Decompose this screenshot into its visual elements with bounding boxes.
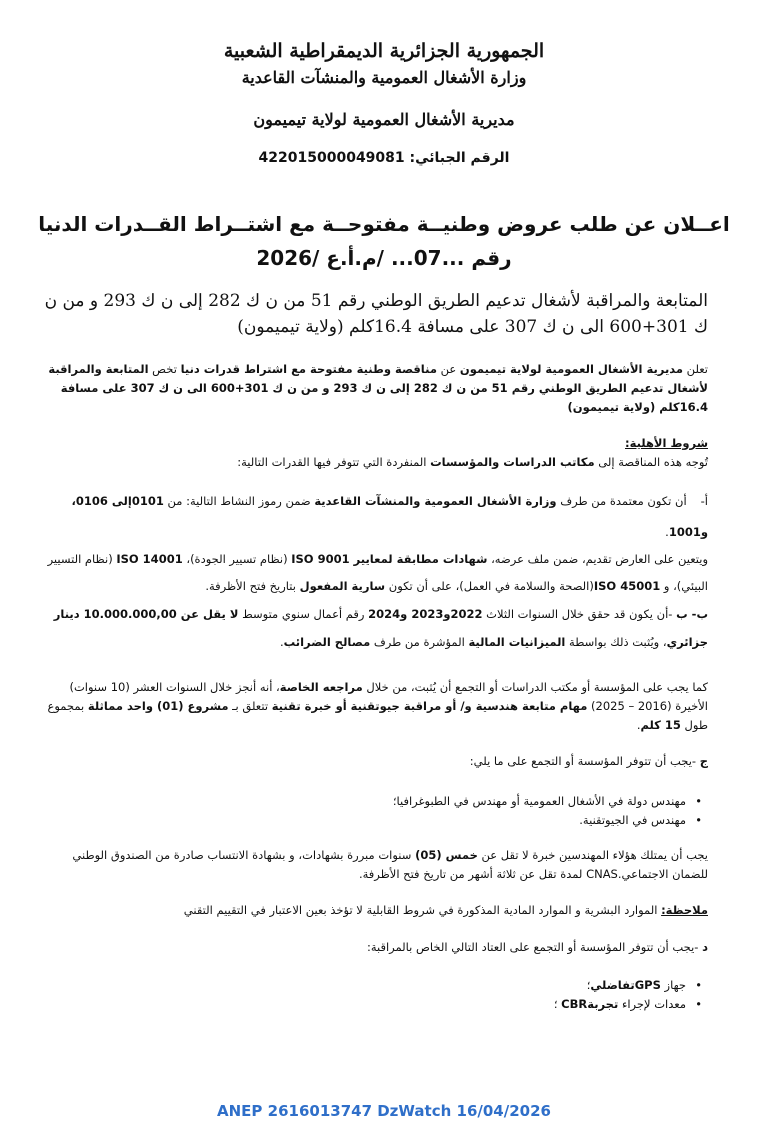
intro-paragraph [40, 360, 708, 417]
condition-b-text-4: المؤشرة من طرف [370, 635, 469, 649]
condition-b [40, 600, 708, 656]
iso-14001: ISO 14001 [116, 552, 183, 566]
cbr-text: معدات لإجراء [618, 997, 686, 1011]
engineers-text-2: سنوات مبررة بشهادات، و بشهادة الانتساب صادرة من الصندوق الوطني للضمان الاجتماعي.CNAS لمدة تقل عن ثلاثة أشهر من تاريخ فتح الأظرفة. [72, 848, 708, 881]
experience-project: مشروع (01) واحد مماثلة [87, 699, 229, 713]
iso-text-3: (نظام التسيير البيئي)، و [47, 552, 708, 593]
intro-directorate: مديرية الأشغال العمومية لولاية تيميمون [459, 362, 684, 376]
eligibility-heading: شروط الأهلية: [625, 436, 708, 450]
condition-d [40, 938, 708, 957]
intro-tender-type: مناقصة وطنية مفتوحة مع اشتراط قدرات دنيا [180, 362, 437, 376]
condition-c [40, 752, 708, 771]
iso-text-4: (الصحة والسلامة في العمل)، على أن تكون [385, 579, 594, 593]
experience-references: مراجعه الخاصة [279, 680, 363, 694]
engineers-years: خمس (05) [415, 848, 478, 862]
iso-9001: شهادات مطابقة لمعايير ISO 9001 [291, 552, 488, 566]
engineers-text-1: يجب أن يمتلك هؤلاء المهندسين خبرة لا تقل عن [477, 848, 708, 862]
experience-text-1: كما يجب على المؤسسة أو مكتب الدراسات أو التجمع أن يُثبت، من خلال [362, 680, 708, 694]
eligibility-text-1: تُوجه هذه المناقصة إلى [594, 455, 708, 469]
ministry-heading: وزارة الأشغال العمومية والمنشآت القاعدية [241, 68, 527, 87]
condition-a-text-3: . [665, 525, 669, 539]
condition-a-text-2: ضمن رموز النشاط التالية: من [163, 494, 315, 508]
eligibility-text-2: المنفردة التي تتوفر فيها القدرات التالية: [237, 455, 431, 469]
intro-text-3: تخص [148, 362, 181, 376]
note-paragraph [40, 901, 708, 920]
list-item: • مهندس دولة في الأشغال العمومية أو مهندس في الطبوغرافيا؛ [393, 792, 708, 811]
intro-text-1: تعلن [683, 362, 708, 376]
announcement-title: اعــلان عن طلب عروض وطنيــة مفتوحــة مع اشتــراط القــدرات الدنيا [38, 212, 730, 236]
experience-text-5: . [636, 718, 641, 732]
condition-d-list [554, 976, 708, 1014]
cbr-punct: ؛ [553, 997, 562, 1011]
condition-b-text-5: . [279, 635, 284, 649]
condition-a [40, 486, 708, 548]
condition-b-text-3: ، ويُثبت ذلك بواسطة [565, 635, 667, 649]
tax-number-line [0, 150, 768, 166]
condition-c-text: -يجب أن تتوفر المؤسسة أو التجمع على ما يلي: [469, 754, 700, 768]
gps-device: GPSتفاضلي [590, 978, 661, 992]
condition-b-text-2: رقم أعمال سنوي متوسط [238, 607, 369, 621]
intro-text-2: عن [436, 362, 460, 376]
condition-a-marker: أ- [700, 494, 708, 508]
condition-a-ministry: وزارة الأشغال العمومية والمنشآت القاعدية [314, 494, 557, 508]
announcement-object: المتابعة والمراقبة لأشغال تدعيم الطريق الوطني رقم 51 من ن ك 282 إلى ن ك 293 و من ن ك 301+600 الى ن ك 307 على مسافة 16.4كلم (ولاية تيميمون) [44, 291, 708, 337]
condition-c-list [393, 792, 708, 830]
tax-number: 422015000049081 [258, 150, 405, 166]
condition-d-marker: د [702, 940, 708, 954]
condition-c-marker: ج [699, 754, 708, 768]
condition-b-years: 2022و2023 و2024 [368, 607, 483, 621]
iso-45001: ISO 45001 [593, 579, 661, 593]
experience-text-4: بمجموع طول [47, 699, 708, 732]
eligibility-section [40, 434, 708, 472]
experience-missions: مهام متابعة هندسية و/ أو مراقبة جيوتقنية أو خبرة تقنية [271, 699, 588, 713]
condition-b-text-1: -أن يكون قد حقق خلال السنوات الثلاث [482, 607, 677, 621]
tax-number-label: الرقم الجبائي: [409, 150, 510, 166]
condition-b-tax-services: مصالح الضرائب [283, 635, 371, 649]
announcement-number: رقم ...07... /م.أ.ع /2026 [256, 246, 512, 270]
experience-paragraph [40, 678, 708, 735]
eligibility-line [40, 453, 708, 472]
gps-punct: ؛ [586, 978, 591, 992]
experience-text-2: ، أنه أنجز خلال السنوات العشر (10 سنوات) الأخيرة (2016 – 2025) [69, 680, 708, 713]
iso-paragraph [40, 546, 708, 600]
condition-b-financials: الميزانيات المالية [468, 635, 566, 649]
iso-text-2: (نظام تسيير الجودة)، [182, 552, 292, 566]
iso-validity: سارية المفعول [299, 579, 386, 593]
condition-b-amount: لا يقل عن 10.000.000,00 دينار جزائري [53, 607, 708, 649]
iso-text-1: ويتعين على العارض تقديم، ضمن ملف عرضه، [487, 552, 708, 566]
experience-text-3: تتعلق بـ [228, 699, 272, 713]
republic-heading: الجمهورية الجزائرية الديمقراطية الشعبية [223, 40, 545, 62]
condition-b-marker: ب- ب [676, 607, 708, 621]
list-item [554, 976, 708, 995]
condition-d-text: -يجب أن تتوفر المؤسسة أو التجمع على العتاد التالي الخاص بالمراقبة: [366, 940, 703, 954]
note-text: الموارد البشرية و الموارد المادية المذكورة في شروط القابلية لا تؤخذ بعين الاعتبار في التقييم التقني [183, 903, 662, 917]
intro-object: المتابعة والمراقبة لأشغال تدعيم الطريق الوطني رقم 51 من ن ك 282 إلى ن ك 293 و من ن ك 301+600 الى ن ك 307 على مسافة 16.4كلم (ولاية تيميمون) [48, 362, 708, 414]
note-label: ملاحظة: [661, 903, 708, 917]
iso-text-5: بتاريخ فتح الأظرفة. [205, 579, 300, 593]
list-item [554, 995, 708, 1014]
eligibility-targets: مكاتب الدراسات والمؤسسات [430, 455, 595, 469]
list-item: • مهندس في الجيوتقنية. [393, 811, 708, 830]
experience-length: 15 كلم [640, 718, 681, 732]
engineers-paragraph [40, 846, 708, 884]
condition-a-text-1: أن تكون معتمدة من طرف [556, 494, 687, 508]
directorate-heading: مديرية الأشغال العمومية لولاية تيميمون [253, 110, 515, 129]
gps-text: جهاز [660, 978, 686, 992]
condition-a-codes: 0101إلى 0106، و1001 [71, 494, 708, 539]
cbr-test: تجربةCBR [561, 997, 619, 1011]
footer-reference: ANEP 2616013747 DzWatch 16/04/2026 [217, 1102, 551, 1120]
